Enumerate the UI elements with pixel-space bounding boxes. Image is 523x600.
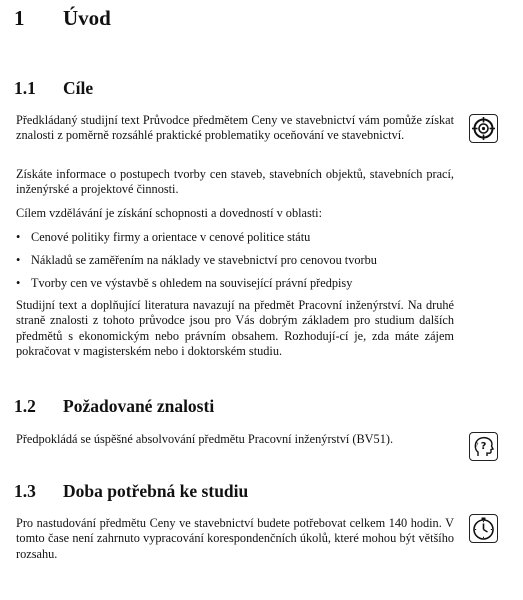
target-icon [469, 114, 498, 143]
section-heading-1-2 [14, 396, 214, 417]
paragraph-prerequisites: Předpokládá se úspěšné absolvování předmětu Pracovní inženýrství (BV51). [16, 432, 394, 446]
paragraph-study-time: Pro nastudování předmětu Ceny ve stavebnictví budete potřebovat celkem 140 hodin. V tomto čase není zahrnuto vypracování korespondenčních úkolů, které mohou být většího rozsahu. [16, 516, 454, 561]
chapter-title: Úvod [63, 6, 111, 30]
section-number: 1.3 [14, 481, 36, 501]
section-title: Požadované znalosti [63, 396, 215, 416]
list-item [16, 276, 446, 291]
section-title: Cíle [63, 78, 94, 98]
list-item-text: Cenové politiky firmy a orientace v cenové politice státu [31, 230, 311, 244]
bullet-symbol: • [16, 276, 21, 290]
list-item-text: Tvorby cen ve výstavbě s ohledem na související právní předpisy [31, 276, 353, 290]
section-heading-1-3 [14, 481, 248, 502]
section-heading-1-1 [14, 78, 93, 99]
paragraph-closing: Studijní text a doplňující literatura navazují na předmět Pracovní inženýrství. Na druhé straně znalosti z tohoto průvodce jsou pro Vás dobrým základem pro studium dalších předmětů s ekonomickým nebo právním obsahem. Rozhodují‑cí je, zda máte zájem pokračovat v magisterském nebo i doktorském studiu. [16, 298, 454, 359]
paragraph-goal: Cílem vzdělávání je získání schopnosti a dovedností v oblasti: [16, 206, 322, 220]
svg-text:?: ? [480, 441, 487, 452]
section-title: Doba potřebná ke studiu [63, 481, 249, 501]
paragraph-info: Získáte informace o postupech tvorby cen staveb, stavebních objektů, stavebních prací, inženýrské a projektové činnosti. [16, 167, 454, 197]
section-number: 1.2 [14, 396, 36, 416]
section-number: 1.1 [14, 78, 36, 98]
bullet-symbol: • [16, 253, 21, 267]
bullet-symbol: • [16, 230, 21, 244]
list-item [16, 230, 446, 245]
svg-text:?: ? [475, 442, 479, 449]
question-head-icon [469, 432, 498, 461]
paragraph-intro: Předkládaný studijní text Průvodce předmětem Ceny ve stavebnictví vám pomůže získat znalosti z poměrně rozsáhlé praktické problematiky oceňování ve stavebnictví. [16, 113, 454, 143]
clock-icon [469, 514, 498, 543]
chapter-number: 1 [14, 6, 25, 30]
list-item [16, 253, 446, 268]
list-item-text: Nákladů se zaměřením na náklady ve stavebnictví pro cenovou tvorbu [31, 253, 377, 267]
chapter-heading [14, 6, 111, 31]
